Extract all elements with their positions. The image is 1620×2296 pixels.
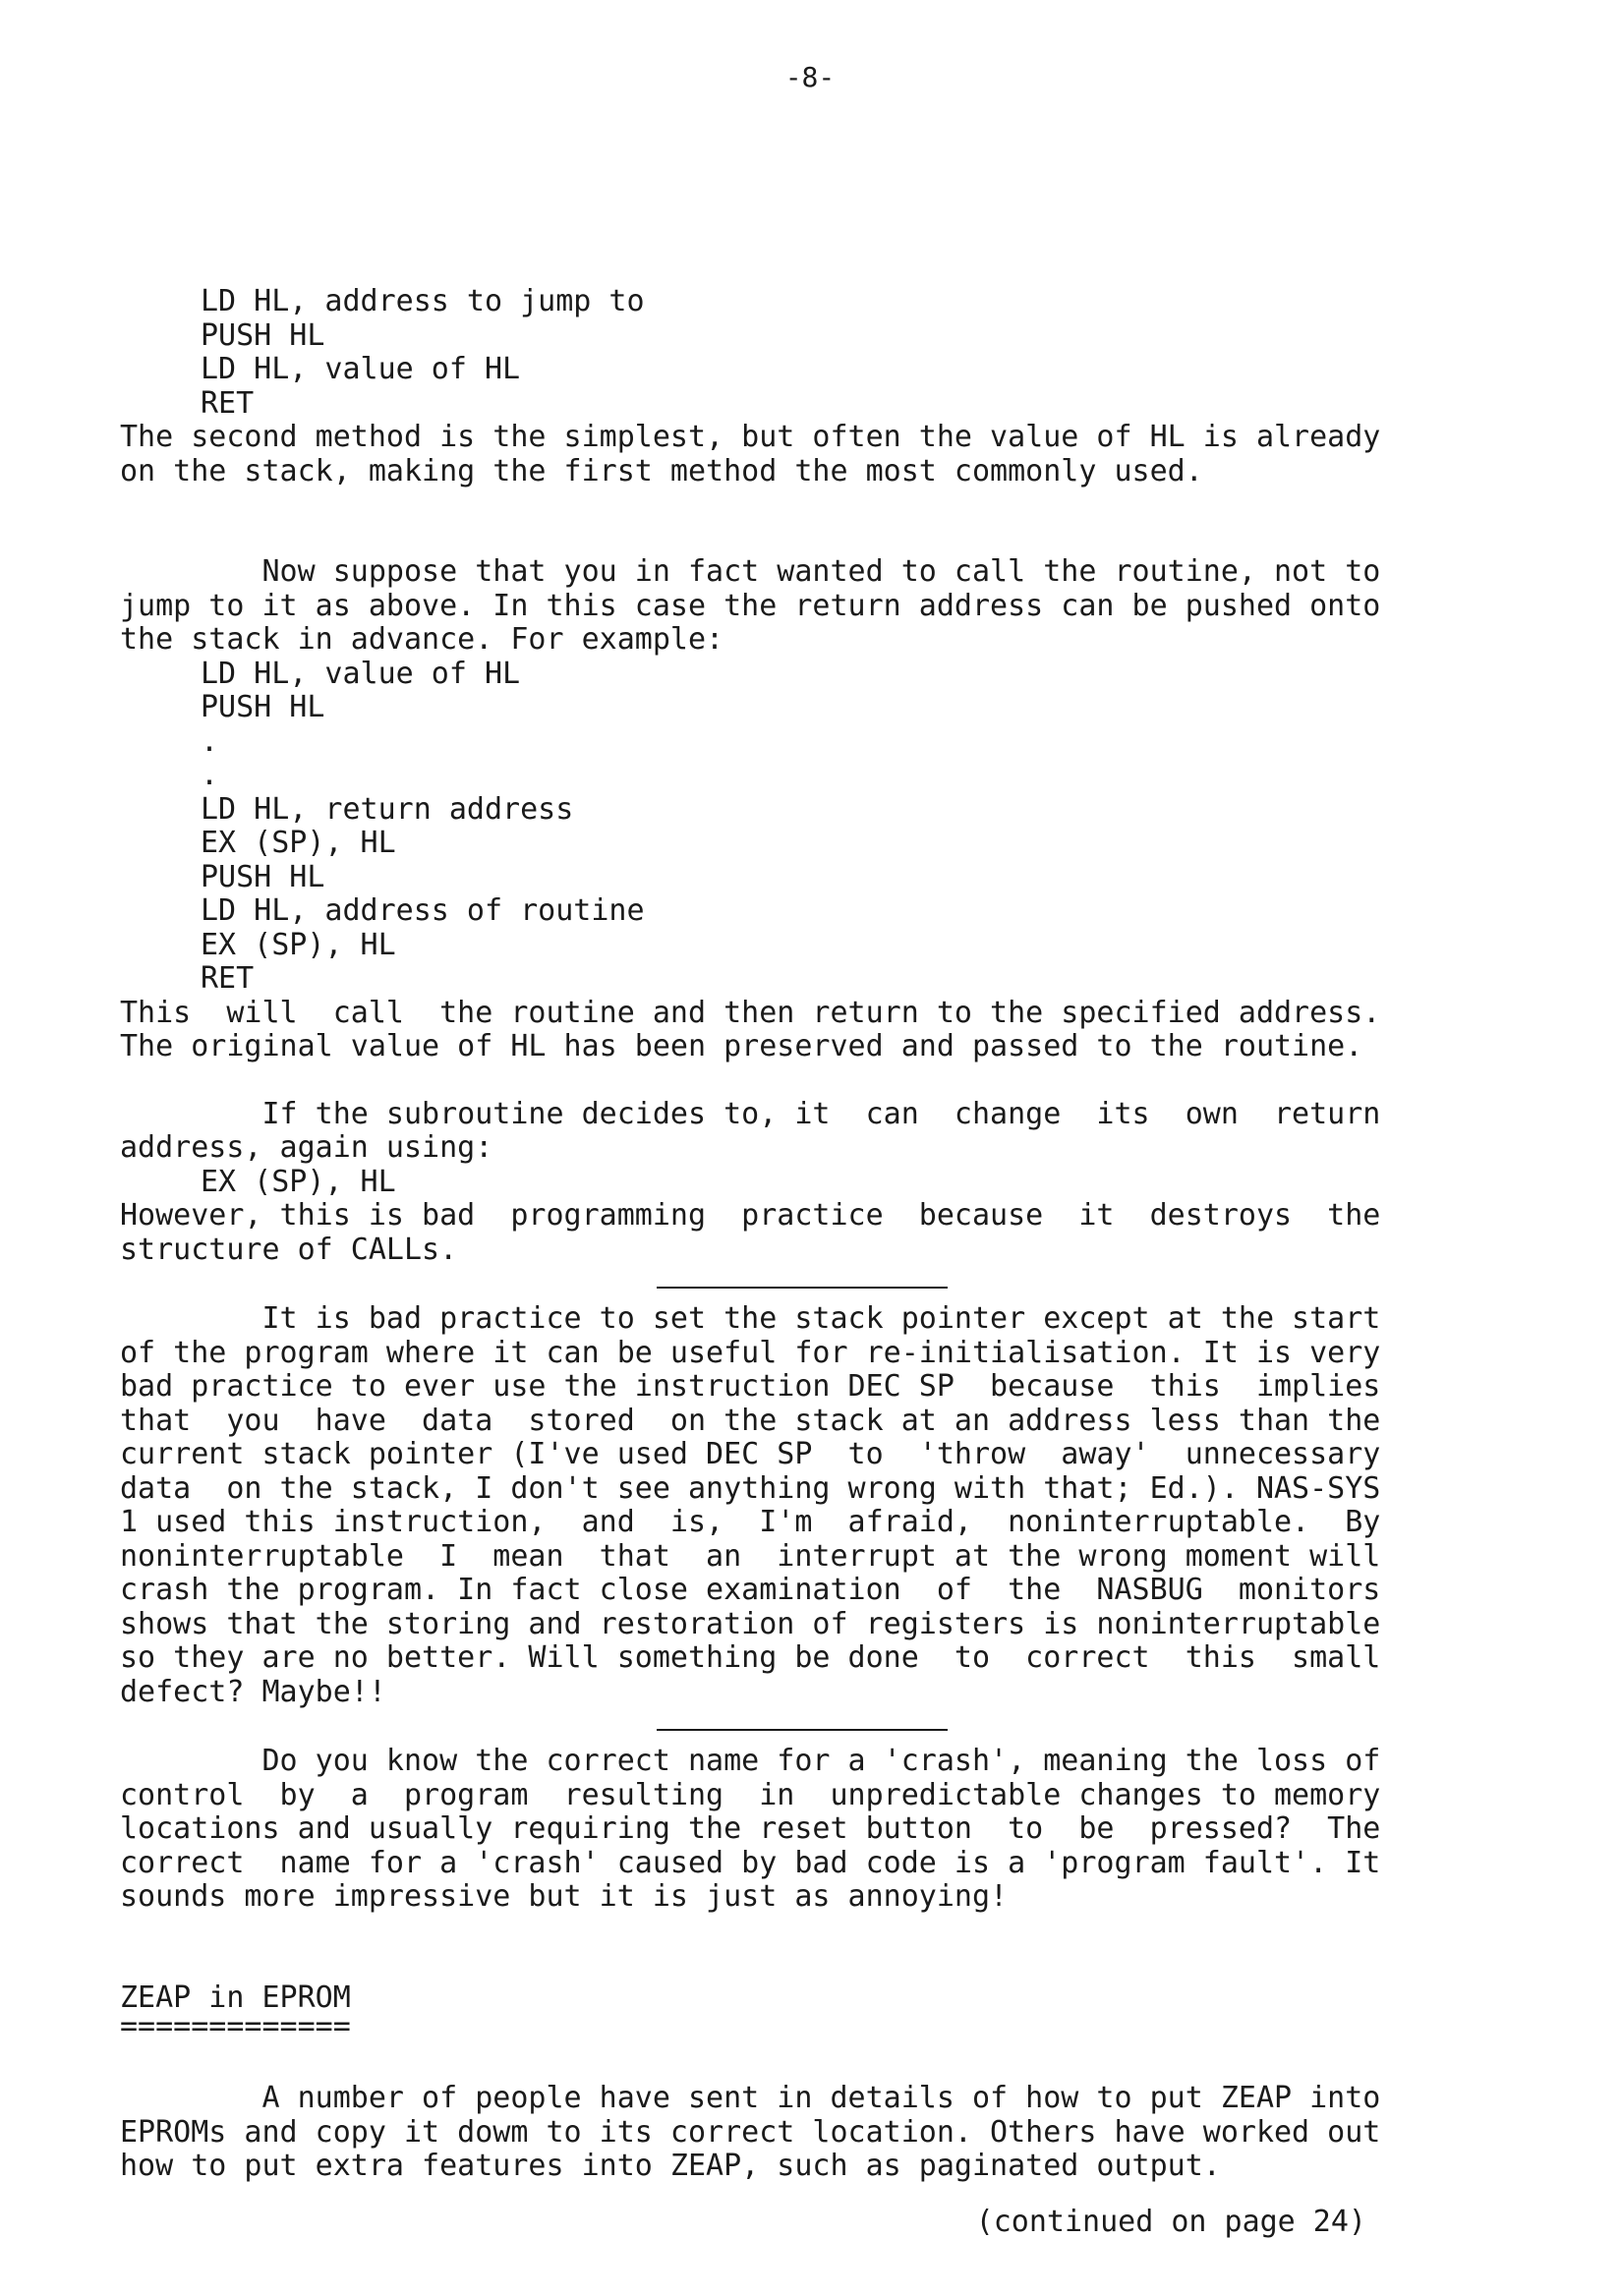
text-line: LD HL, value of HL	[201, 656, 521, 691]
page-body	[120, 285, 1565, 2239]
section-heading: ZEAP in EPROM	[120, 1980, 351, 2015]
text-line: Now suppose that you in fact wanted to call the routine, not to	[120, 554, 1381, 589]
text-line: LD HL, value of HL	[201, 352, 521, 386]
text-line: shows that the storing and restoration of registers is noninterruptable	[120, 1606, 1381, 1641]
text-line: jump to it as above. In this case the return address can be pushed onto	[120, 588, 1381, 623]
text-line: how to put extra features into ZEAP, such as paginated output.	[120, 2149, 1221, 2183]
paragraph-crash	[120, 1745, 1565, 1915]
text-line: .	[201, 723, 219, 759]
text-line: PUSH HL	[201, 690, 325, 724]
page-number: -8-	[784, 61, 836, 93]
text-line: This will call the routine and then return to the specified address.	[120, 995, 1381, 1030]
text-line: LD HL, address to jump to	[201, 284, 645, 318]
text-line: current stack pointer (I've used DEC SP to 'throw away' unnecessary	[120, 1437, 1381, 1471]
text-line: .	[201, 758, 219, 792]
text-line: The second method is the simplest, but often the value of HL is already	[120, 420, 1381, 454]
text-line: EPROMs and copy it dowm to its correct location. Others have worked out	[120, 2114, 1381, 2150]
text-line: structure of CALLs.	[120, 1232, 458, 1267]
text-line: LD HL, address of routine	[201, 893, 645, 928]
paragraph-second-method	[120, 421, 1565, 488]
text-line: of the program where it can be useful for re-initialisation. It is very	[120, 1335, 1381, 1370]
text-line: PUSH HL	[201, 317, 325, 353]
text-line: address, again using:	[120, 1130, 493, 1165]
text-line: The original value of HL has been preserved and passed to the routine.	[120, 1029, 1363, 1063]
text-line: EX (SP), HL	[201, 1164, 396, 1199]
text-line: crash the program. In fact close examination of the NASBUG monitors	[120, 1573, 1381, 1607]
text-line: locations and usually requiring the reset button to be pressed? The	[120, 1811, 1381, 1846]
text-line: correct name for a 'crash' caused by bad code is a 'program fault'. It	[120, 1845, 1381, 1880]
text-line: Do you know the correct name for a 'crash', meaning the loss of	[120, 1744, 1381, 1778]
code-block-ex	[120, 1166, 1565, 1200]
paragraph-stack-pointer	[120, 1302, 1565, 1709]
text-line: noninterruptable I mean that an interrupt at the wrong moment will	[120, 1538, 1381, 1574]
section-heading-underline: =============	[120, 2009, 351, 2043]
text-line: A number of people have sent in details of how to put ZEAP into	[120, 2081, 1381, 2115]
text-line: defect? Maybe!!	[120, 1674, 386, 1709]
text-line: sounds more impressive but it is just as annoying!	[120, 1879, 1009, 1914]
paragraph-call-result	[120, 997, 1565, 1064]
text-line: LD HL, return address	[201, 791, 574, 827]
text-line: If the subroutine decides to, it can change its own return	[120, 1096, 1381, 1131]
text-line: data on the stack, I don't see anything wrong with that; Ed.). NAS-SYS	[120, 1470, 1381, 1506]
code-block-jump	[120, 285, 1565, 421]
paragraph-call-routine	[120, 555, 1565, 658]
code-block-call	[120, 658, 1565, 997]
text-line: that you have data stored on the stack at an address less than the	[120, 1403, 1381, 1438]
text-line: It is bad practice to set the stack pointer except at the start	[120, 1301, 1381, 1336]
text-line: EX (SP), HL	[201, 826, 396, 860]
text-line: so they are no better. Will something be done to correct this small	[120, 1640, 1381, 1675]
text-line: the stack in advance. For example:	[120, 622, 724, 657]
text-line: PUSH HL	[201, 859, 325, 894]
text-line: on the stack, making the first method the most commonly used.	[120, 453, 1203, 488]
paragraph-bad-practice	[120, 1199, 1565, 1267]
text-line: 1 used this instruction, and is, I'm afraid, noninterruptable. By	[120, 1505, 1381, 1539]
text-line: EX (SP), HL	[201, 927, 396, 962]
continued-note: (continued on page 24)	[975, 2204, 1366, 2239]
text-line: RET	[201, 961, 255, 996]
paragraph-zeap	[120, 2082, 1565, 2184]
text-line: control by a program resulting in unpredictable changes to memory	[120, 1777, 1381, 1812]
text-line: bad practice to ever use the instruction DEC SP because this implies	[120, 1369, 1381, 1404]
paragraph-subroutine-return	[120, 1098, 1565, 1166]
text-line: However, this is bad programming practice because it destroys the	[120, 1198, 1381, 1233]
text-line: RET	[201, 385, 255, 421]
